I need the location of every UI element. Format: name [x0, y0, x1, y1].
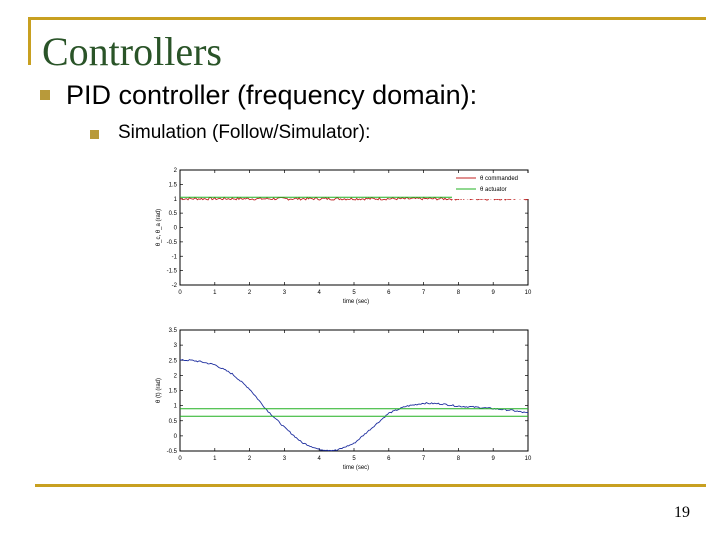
y-tick-label: 1	[173, 403, 177, 410]
y-tick-label: 0	[173, 433, 177, 440]
x-tick-label: 4	[317, 456, 321, 462]
y-tick-label: 0.5	[168, 211, 177, 218]
x-tick-label: 5	[352, 290, 356, 296]
x-tick-label: 10	[524, 290, 532, 296]
x-tick-label: 9	[491, 456, 495, 462]
bullet-square-icon	[90, 130, 99, 139]
y-tick-label: -1	[171, 254, 177, 261]
x-tick-label: 7	[421, 456, 426, 462]
y-tick-label: 3	[173, 343, 177, 350]
x-tick-label: 6	[387, 290, 391, 296]
x-axis-label: time (sec)	[342, 465, 370, 471]
x-tick-label: 0	[178, 290, 182, 296]
legend-entry-label: θ commanded	[480, 176, 519, 182]
y-tick-label: 1	[173, 196, 177, 203]
series-line	[180, 360, 528, 451]
frame-bottom-rule	[35, 484, 706, 487]
x-axis-label: time (sec)	[342, 299, 370, 305]
bullet-text-level1: PID controller (frequency domain):	[66, 80, 478, 110]
y-tick-label: 0	[173, 225, 177, 232]
y-tick-label: 1.5	[168, 388, 177, 395]
y-axis-label: θ (t) (rad)	[156, 377, 162, 404]
y-tick-label: 1.5	[168, 182, 177, 189]
y-tick-label: 2.5	[168, 358, 177, 365]
bullet-text-level2: Simulation (Follow/Simulator):	[118, 122, 371, 143]
frame-left-rule	[28, 17, 31, 65]
x-tick-label: 1	[213, 290, 217, 296]
chart-svg	[145, 163, 530, 313]
plot-theta-response	[145, 323, 530, 471]
x-tick-label: 7	[421, 290, 426, 296]
x-tick-label: 9	[491, 290, 495, 296]
x-tick-label: 3	[282, 456, 287, 462]
y-tick-label: -2	[171, 283, 177, 289]
x-tick-label: 8	[456, 456, 461, 462]
y-axis-label: θ_c, θ_a (rad)	[156, 208, 162, 247]
y-tick-label: 0.5	[168, 418, 177, 425]
x-tick-label: 2	[247, 290, 252, 296]
y-tick-label: 2	[173, 373, 177, 380]
x-tick-label: 1	[213, 456, 217, 462]
y-tick-label: 2	[173, 168, 177, 174]
x-tick-label: 2	[247, 456, 252, 462]
x-tick-label: 5	[352, 456, 356, 462]
slide-title: Controllers	[42, 29, 222, 74]
x-tick-label: 4	[317, 290, 321, 296]
frame-top-rule	[28, 17, 706, 20]
x-tick-label: 0	[178, 456, 182, 462]
y-tick-label: 3.5	[168, 328, 177, 334]
legend-entry-label: θ actuator	[480, 187, 507, 193]
y-tick-label: -0.5	[166, 449, 177, 455]
plot-frame	[180, 330, 528, 451]
chart-svg	[145, 323, 530, 471]
bullet-square-icon	[40, 90, 50, 100]
x-tick-label: 10	[524, 456, 532, 462]
plot-commanded-vs-actuator	[145, 163, 530, 313]
x-tick-label: 8	[456, 290, 461, 296]
x-tick-label: 3	[282, 290, 287, 296]
x-tick-label: 6	[387, 456, 391, 462]
y-tick-label: -0.5	[166, 239, 177, 246]
y-tick-label: -1.5	[166, 268, 177, 275]
page-number: 19	[674, 504, 690, 521]
